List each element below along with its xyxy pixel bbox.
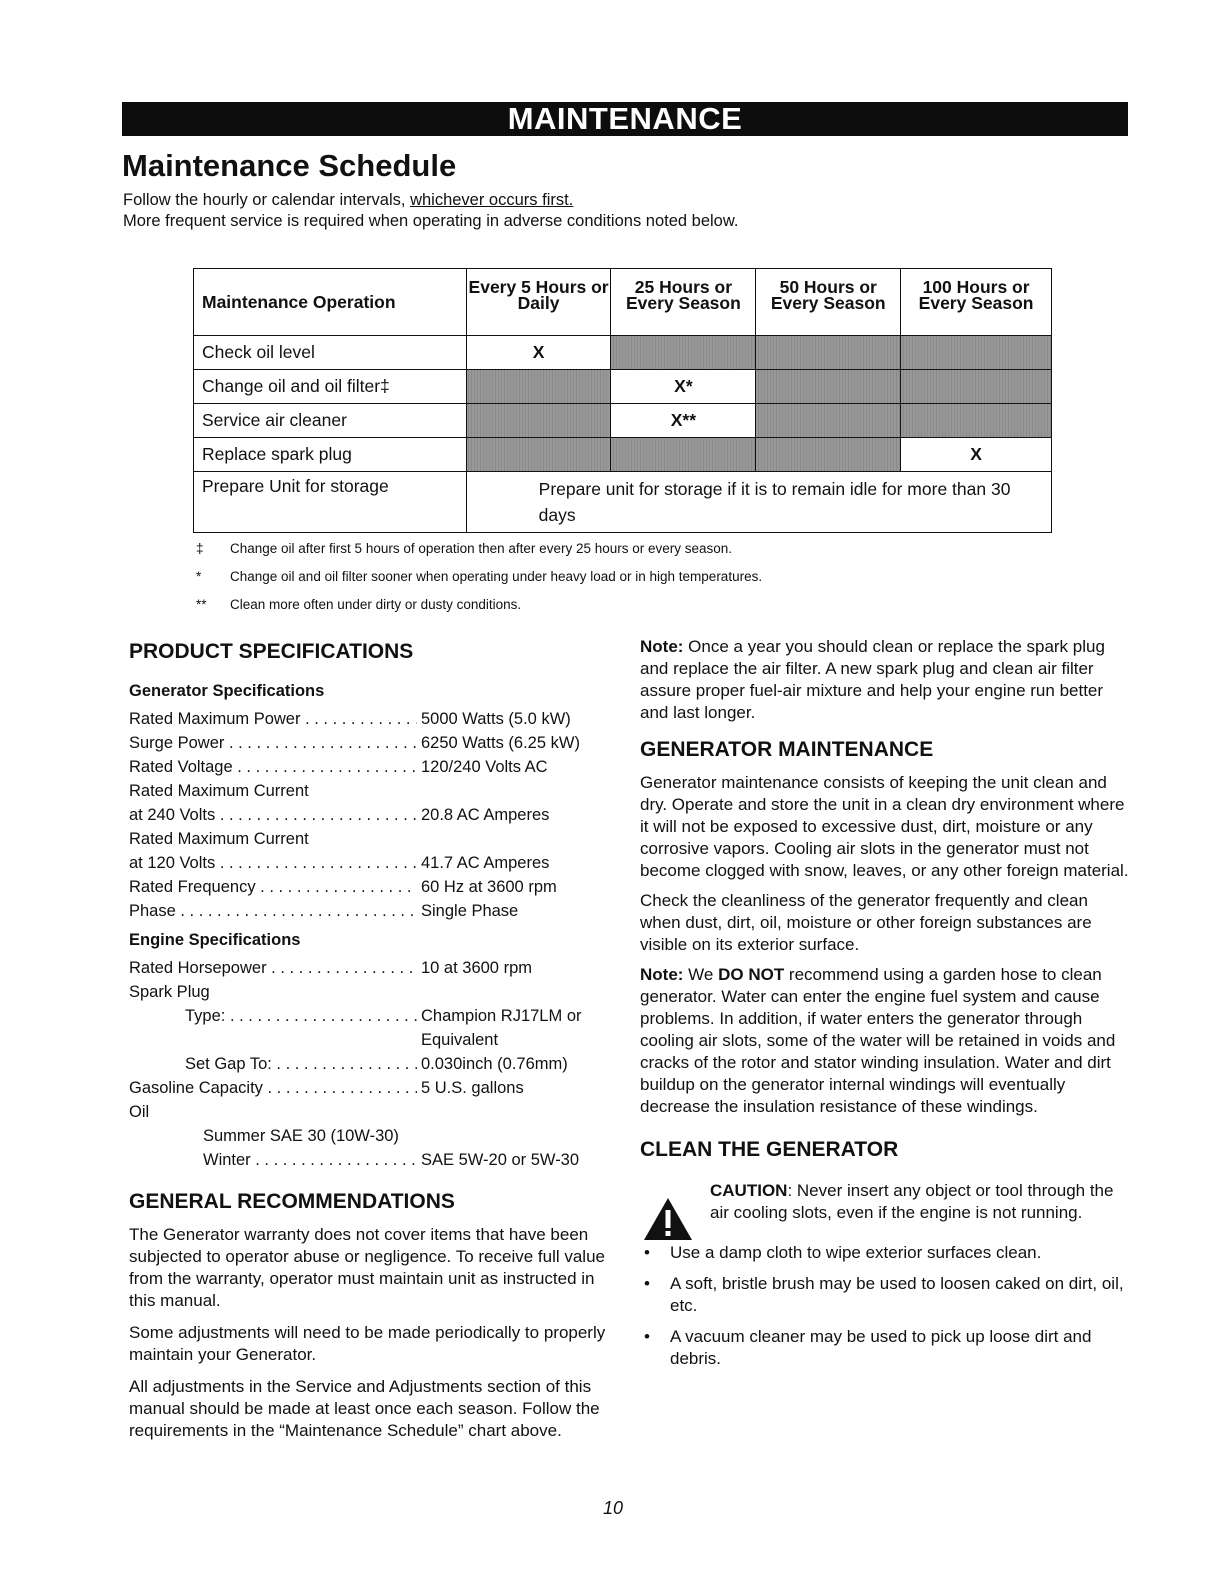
general-paragraph: Some adjustments will need to be made periodically to properly maintain your Generator. bbox=[129, 1323, 606, 1364]
list-item: • Use a damp cloth to wipe exterior surfaces clean. bbox=[640, 1242, 1130, 1264]
shaded-cell bbox=[611, 438, 756, 472]
intro-text bbox=[123, 190, 738, 232]
operation-cell: Change oil and oil filter‡ bbox=[194, 370, 467, 404]
spec-label: Rated Maximum Current bbox=[129, 830, 309, 848]
spec-value: 41.7 AC Amperes bbox=[421, 854, 550, 872]
spec-row bbox=[129, 899, 619, 923]
spec-label: Type: . . . bbox=[185, 1004, 417, 1028]
caution-block bbox=[640, 1180, 1130, 1224]
spec-value: Equivalent bbox=[421, 1031, 499, 1049]
list-item: • A soft, bristle brush may be used to loosen caked on dirt, oil, etc. bbox=[640, 1273, 1130, 1317]
operation-cell: Check oil level bbox=[194, 336, 467, 370]
spec-row bbox=[129, 1124, 619, 1148]
spec-value: 6250 Watts (6.25 kW) bbox=[421, 734, 580, 752]
spec-row bbox=[129, 827, 619, 851]
table-header-row bbox=[194, 269, 1052, 336]
shaded-cell bbox=[901, 336, 1052, 370]
mark-cell: X** bbox=[611, 404, 756, 438]
spec-label: Gasoline Capacity . . . bbox=[129, 1076, 417, 1100]
spec-value: Single Phase bbox=[421, 902, 519, 920]
caution-body: : Never insert any object or tool through the air cooling slots, even if the engine is not running. bbox=[710, 1181, 1114, 1222]
header-25-hours: 25 Hours or Every Season bbox=[611, 269, 756, 336]
header-5-hours: Every 5 Hours or Daily bbox=[466, 269, 611, 336]
list-item: • A vacuum cleaner may be used to pick up loose dirt and debris. bbox=[640, 1326, 1130, 1370]
spec-label: Rated Maximum Current bbox=[129, 782, 309, 800]
spec-row bbox=[129, 755, 619, 779]
section-banner: MAINTENANCE bbox=[122, 102, 1128, 136]
operation-cell: Service air cleaner bbox=[194, 404, 467, 438]
page-number: 10 bbox=[602, 1498, 624, 1518]
shaded-cell bbox=[901, 370, 1052, 404]
left-column bbox=[129, 640, 619, 1442]
note-text: recommend using a garden hose to clean generator. Water can enter the engine fuel system and cause problems. In addition, if water enters the generator through cooling air slots, some of the water will be retained in voids and cracks of the rotor and stator winding insulation. Water and dirt buildup on the generator internal windings will eventually decrease the insulation resistance of these windings. bbox=[640, 965, 1116, 1116]
header-100-hours: 100 Hours or Every Season bbox=[901, 269, 1052, 336]
footnote-text: Change oil after first 5 hours of operation then after every 25 hours or every season. bbox=[230, 540, 733, 556]
spec-label: Summer SAE 30 (10W-30) bbox=[203, 1127, 399, 1145]
cleaning-list bbox=[640, 1242, 1130, 1370]
generator-specs-heading: Generator Specifications bbox=[129, 682, 325, 700]
general-recommendations-heading: GENERAL RECOMMENDATIONS bbox=[129, 1190, 455, 1213]
header-operation: Maintenance Operation bbox=[194, 269, 467, 336]
spec-label: Rated Maximum Power . . . bbox=[129, 707, 417, 731]
intro-line1: Follow the hourly or calendar intervals, bbox=[123, 191, 411, 209]
spec-label: Rated Frequency . . . bbox=[129, 875, 417, 899]
shaded-cell bbox=[756, 404, 901, 438]
engine-specs-heading: Engine Specifications bbox=[129, 931, 301, 949]
spec-row bbox=[129, 1148, 619, 1172]
shaded-cell bbox=[466, 404, 611, 438]
header-50-hours: 50 Hours or Every Season bbox=[756, 269, 901, 336]
operation-cell: Prepare Unit for storage bbox=[194, 472, 467, 533]
operation-cell: Replace spark plug bbox=[194, 438, 467, 472]
shaded-cell bbox=[901, 404, 1052, 438]
spec-row bbox=[129, 1076, 619, 1100]
footnote bbox=[196, 534, 762, 562]
footnotes bbox=[196, 534, 762, 618]
maintenance-paragraph: Check the cleanliness of the generator frequently and clean when dust, dirt, oil, moisture or other foreign substances are visible on its exterior surface. bbox=[640, 891, 1092, 954]
spec-row bbox=[129, 1100, 619, 1124]
spec-value: Champion RJ17LM or bbox=[421, 1007, 582, 1025]
spec-value: 120/240 Volts AC bbox=[421, 758, 548, 776]
footnote-symbol: ‡ bbox=[196, 540, 204, 556]
spec-value: 0.030inch (0.76mm) bbox=[421, 1055, 568, 1073]
spec-row bbox=[129, 1052, 619, 1076]
spec-row bbox=[129, 1004, 619, 1028]
spec-value: SAE 5W-20 or 5W-30 bbox=[421, 1151, 580, 1169]
spec-label: Oil bbox=[129, 1103, 150, 1121]
intro-underlined: whichever occurs first. bbox=[410, 191, 574, 209]
table-row bbox=[194, 370, 1052, 404]
spec-label: Phase . . . bbox=[129, 899, 417, 923]
spec-label: at 240 Volts . . . bbox=[129, 803, 417, 827]
spec-row bbox=[129, 980, 619, 1004]
spec-value: 5 U.S. gallons bbox=[421, 1079, 524, 1097]
note-paragraph bbox=[640, 964, 1130, 1118]
shaded-cell bbox=[756, 370, 901, 404]
general-paragraph: All adjustments in the Service and Adjustments section of this manual should be made at least once each season. Follow the requirements in the “Maintenance Schedule” chart above. bbox=[129, 1377, 600, 1440]
note-label: Note: bbox=[640, 965, 684, 984]
spec-row bbox=[129, 707, 619, 731]
shaded-cell bbox=[756, 336, 901, 370]
caution-label: CAUTION bbox=[710, 1181, 788, 1200]
generator-maintenance-heading: GENERATOR MAINTENANCE bbox=[640, 738, 934, 761]
note-text: Once a year you should clean or replace the spark plug and replace the air filter. A new spark plug and clean air filter assure proper fuel-air mixture and help your engine run better and last longer. bbox=[640, 637, 1105, 722]
note-label: Note: bbox=[640, 637, 684, 656]
shaded-cell bbox=[611, 336, 756, 370]
table-row bbox=[194, 472, 1052, 533]
table-row bbox=[194, 404, 1052, 438]
footnote-symbol: ** bbox=[196, 596, 207, 612]
spec-value: 10 at 3600 rpm bbox=[421, 959, 532, 977]
spec-row bbox=[129, 875, 619, 899]
note-paragraph bbox=[640, 636, 1130, 724]
spec-label: Rated Horsepower . . . bbox=[129, 956, 417, 980]
general-paragraph: The Generator warranty does not cover items that have been subjected to operator abuse or negligence. To receive full value from the warranty, operator must maintain unit as instructed in this manual. bbox=[129, 1225, 605, 1310]
spec-row bbox=[129, 779, 619, 803]
spec-value: 60 Hz at 3600 rpm bbox=[421, 878, 557, 896]
caution-text bbox=[710, 1180, 1130, 1224]
footnote-text: Change oil and oil filter sooner when operating under heavy load or in high temperatures. bbox=[230, 568, 763, 584]
footnote-symbol: * bbox=[196, 568, 202, 584]
footnote bbox=[196, 562, 762, 590]
note-text: We bbox=[683, 965, 719, 984]
spec-row bbox=[129, 1028, 619, 1052]
spec-row bbox=[129, 803, 619, 827]
spec-row bbox=[129, 851, 619, 875]
spec-value: 20.8 AC Amperes bbox=[421, 806, 550, 824]
spec-row bbox=[129, 731, 619, 755]
footnote bbox=[196, 590, 762, 618]
mark-cell: X bbox=[466, 336, 611, 370]
right-column bbox=[640, 636, 1130, 1379]
spec-label: Set Gap To: . . . bbox=[185, 1052, 417, 1076]
warning-icon bbox=[642, 1196, 694, 1242]
table-row bbox=[194, 336, 1052, 370]
note-emphasis: DO NOT bbox=[718, 965, 785, 984]
page-title: Maintenance Schedule bbox=[122, 148, 457, 183]
spec-value: 5000 Watts (5.0 kW) bbox=[421, 710, 571, 728]
mark-cell: X* bbox=[611, 370, 756, 404]
spec-label: Spark Plug bbox=[129, 983, 210, 1001]
spec-label: Winter . . . bbox=[203, 1148, 417, 1172]
maintenance-schedule-table bbox=[193, 268, 1052, 533]
spec-label: at 120 Volts . . . bbox=[129, 851, 417, 875]
spec-label: Rated Voltage . . . bbox=[129, 755, 417, 779]
storage-text: Prepare unit for storage if it is to remain idle for more than 30 days bbox=[466, 472, 1051, 533]
intro-line2: More frequent service is required when operating in adverse conditions noted below. bbox=[123, 212, 739, 230]
maintenance-paragraph: Generator maintenance consists of keeping the unit clean and dry. Operate and store the unit in a clean dry environment where it will not be exposed to excessive dust, dirt, moisture or any corrosive vapors. Cooling air slots in the generator must not become clogged with snow, leaves, or any other foreign material. bbox=[640, 773, 1129, 880]
table-row bbox=[194, 438, 1052, 472]
footnote-text: Clean more often under dirty or dusty conditions. bbox=[230, 596, 522, 612]
shaded-cell bbox=[756, 438, 901, 472]
shaded-cell bbox=[466, 438, 611, 472]
product-specs-heading: PRODUCT SPECIFICATIONS bbox=[129, 640, 414, 663]
shaded-cell bbox=[466, 370, 611, 404]
spec-label: Surge Power . . . bbox=[129, 731, 417, 755]
spec-row bbox=[129, 956, 619, 980]
clean-generator-heading: CLEAN THE GENERATOR bbox=[640, 1138, 899, 1161]
mark-cell: X bbox=[901, 438, 1052, 472]
